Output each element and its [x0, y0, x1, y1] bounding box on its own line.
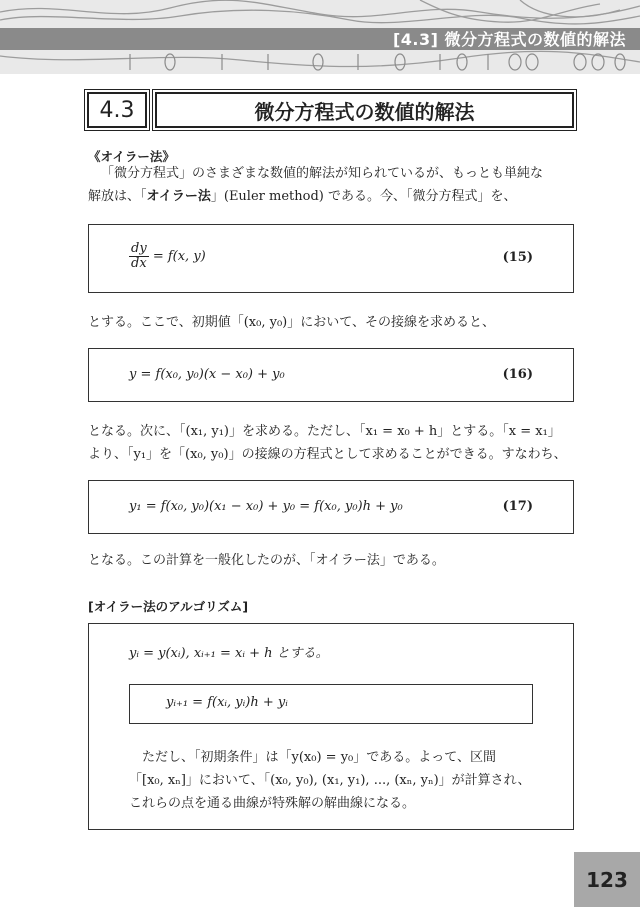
algorithm-note-line-1: ただし、「初期条件」は「y(x₀) = y₀」である。よって、区間	[142, 750, 496, 765]
paragraph-generalization: となる。この計算を一般化したのが、「オイラー法」である。	[88, 553, 445, 568]
keyword-euler: オイラー法	[146, 189, 211, 204]
header-banner	[0, 0, 640, 74]
equation-number-17: (17)	[502, 499, 533, 514]
fraction-denominator: dx	[131, 256, 147, 271]
subheading-algorithm: [オイラー法のアルゴリズム]	[88, 599, 249, 614]
algorithm-box	[88, 623, 574, 830]
algorithm-definition: yᵢ = y(xᵢ), xᵢ₊₁ = xᵢ + h とする。	[129, 646, 329, 661]
equation-box-16	[88, 348, 574, 402]
running-header-title: [4.3] 微分方程式の数値的解法	[392, 30, 626, 49]
section-heading	[87, 92, 574, 128]
page-number: 123	[574, 852, 640, 907]
algorithm-note-line-2: 「[x₀, xₙ]」において、「(x₀, y₀), (x₁, y₁), ..., (xₙ, yₙ)」が計算され、	[129, 773, 531, 788]
equation-16: y = f(x₀, y₀)(x − x₀) + y₀	[129, 367, 285, 382]
intro-line-2b: 」(Euler method) である。今、「微分方程式」を、	[210, 189, 517, 204]
section-title: 微分方程式の数値的解法	[155, 92, 574, 128]
fraction-numerator: dy	[131, 241, 147, 256]
section-number: 4.3	[87, 92, 147, 128]
paragraph-next-point	[88, 420, 576, 466]
intro-line-1: 「微分方程式」のさまざまな数値的解法が知られているが、もっとも単純な	[101, 166, 544, 181]
algorithm-formula: yᵢ₊₁ = f(xᵢ, yᵢ)h + yᵢ	[166, 695, 288, 710]
equation-number-15: (15)	[502, 250, 533, 265]
equation-box-15	[88, 224, 574, 293]
paragraph-tangent: とする。ここで、初期値「(x₀, y₀)」において、その接線を求めると、	[88, 315, 495, 330]
next-point-line-2: より、「y₁」を「(x₀, y₀)」の接線の方程式として求めることができる。すなわち、	[88, 447, 567, 462]
equation-15	[129, 242, 206, 271]
equation-box-17	[88, 480, 574, 534]
subheading-euler: 《オイラー法》	[88, 149, 175, 164]
algorithm-note-line-3: これらの点を通る曲線が特殊解の解曲線になる。	[129, 796, 416, 811]
algorithm-formula-box	[129, 684, 533, 724]
equation-17: y₁ = f(x₀, y₀)(x₁ − x₀) + y₀ = f(x₀, y₀)h + y₀	[129, 499, 403, 514]
algorithm-note	[129, 746, 539, 815]
intro-line-2a: 解放は、「	[88, 189, 147, 204]
intro-paragraph	[88, 162, 576, 208]
next-point-line-1: となる。次に、「(x₁, y₁)」を求める。ただし、「x₁ = x₀ + h」とする。「x = x₁」	[88, 424, 561, 439]
equation-number-16: (16)	[502, 367, 533, 382]
equation-15-rhs: = f(x, y)	[152, 249, 206, 264]
fraction-dy-dx	[129, 242, 149, 271]
